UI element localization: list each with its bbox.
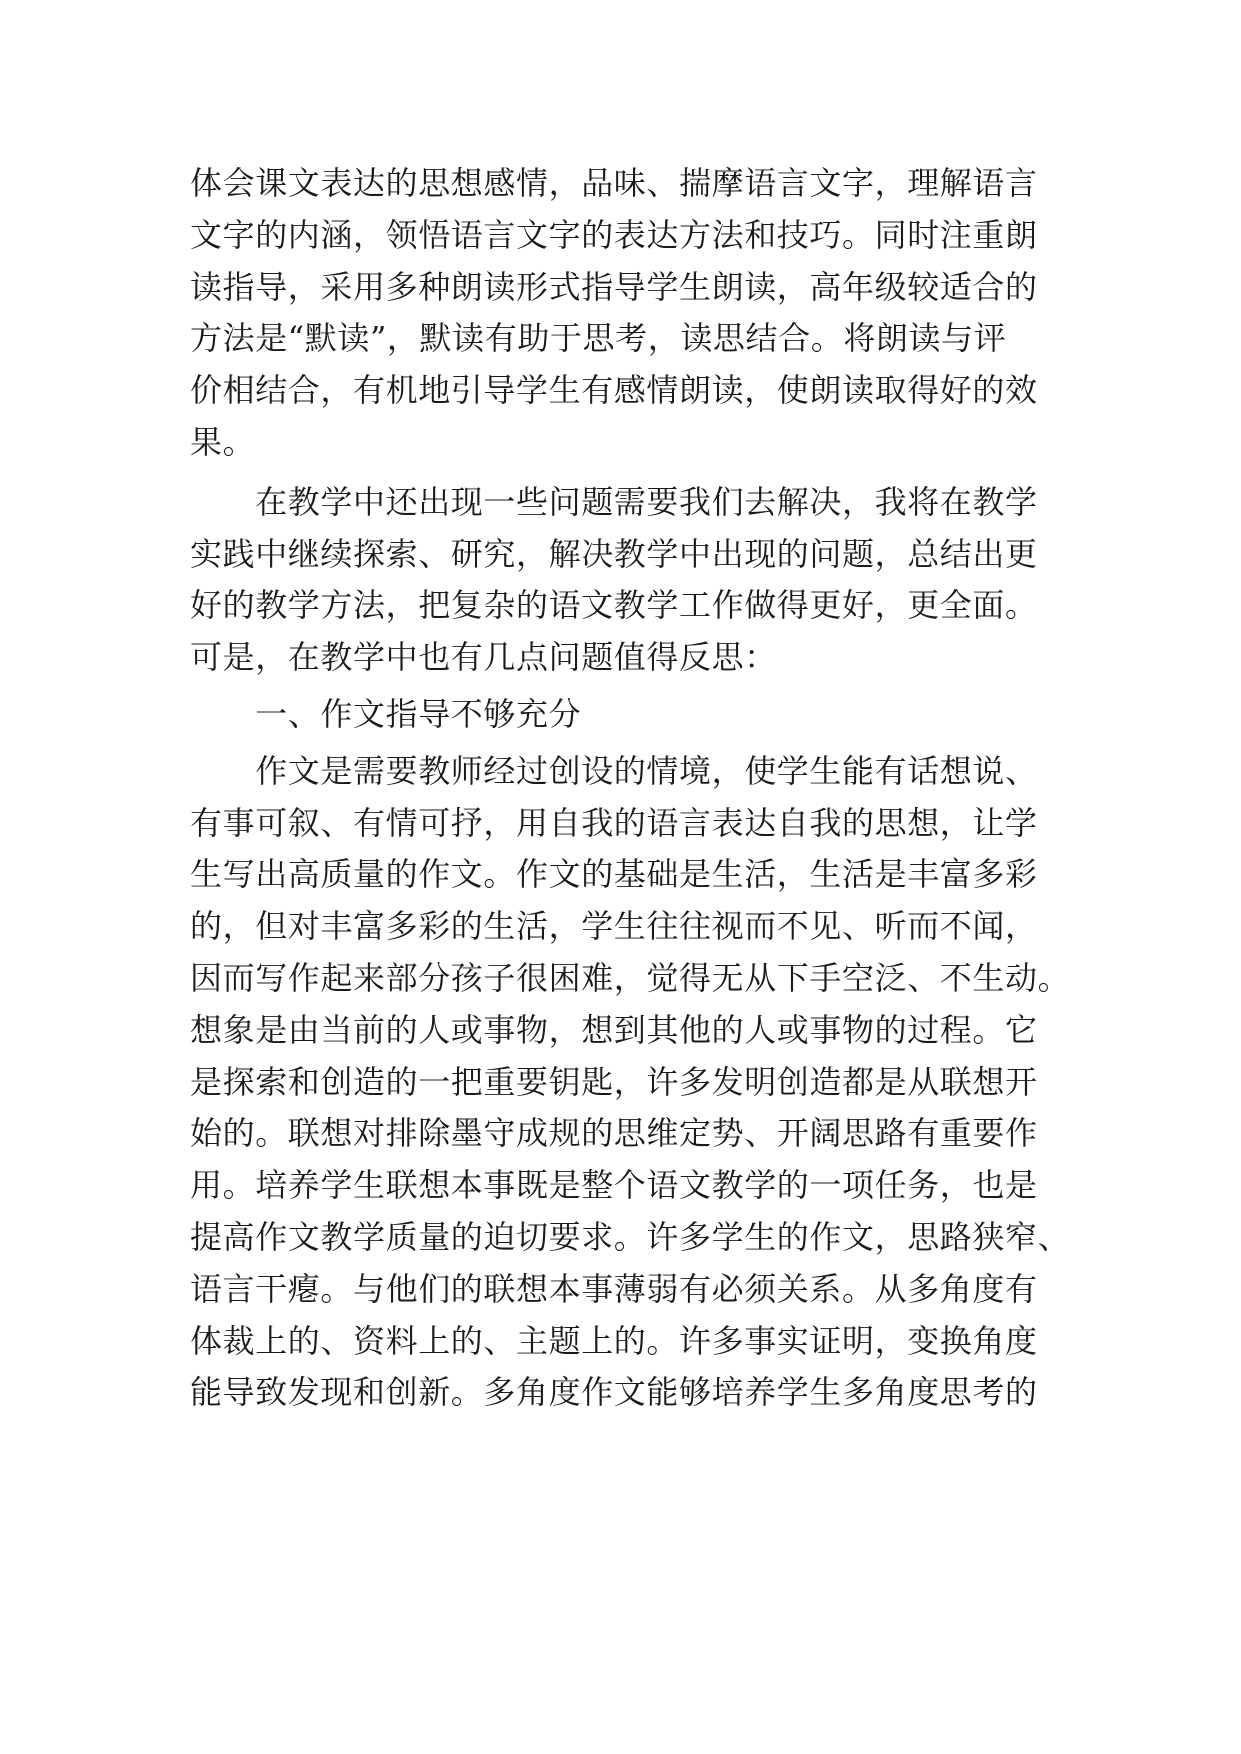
text-line: 因而写作起来部分孩子很困难，觉得无从下手空泛、不生动。 bbox=[190, 958, 1071, 997]
paragraph-gap bbox=[190, 469, 1060, 477]
text-line: 价相结合，有机地引导学生有感情朗读，使朗读取得好的效 bbox=[190, 371, 1038, 410]
text-line: 文字的内涵，领悟语言文字的表达方法和技巧。同时注重朗 bbox=[190, 215, 1038, 254]
text-line: 好的教学方法，把复杂的语文教学工作做得更好，更全面。 bbox=[190, 586, 1038, 625]
text-line: 果。 bbox=[190, 422, 256, 461]
text-line: 在教学中还出现一些问题需要我们去解决，我将在教学 bbox=[190, 482, 1038, 521]
section-heading: 一、作文指导不够充分 bbox=[190, 694, 582, 733]
text-line: 方法是“默读”，默读有助于思考，读思结合。将朗读与评 bbox=[190, 319, 1007, 358]
text-line: 体会课文表达的思想感情，品味、揣摩语言文字，理解语言 bbox=[190, 164, 1038, 202]
text-line: 可是，在教学中也有几点问题值得反思： bbox=[190, 638, 777, 677]
text-line: 作文是需要教师经过创设的情境，使学生能有话想说、 bbox=[190, 751, 1038, 790]
text-line: 始的。联想对排除墨守成规的思维定势、开阔思路有重要作 bbox=[190, 1114, 1038, 1153]
text-line: 体裁上的、资料上的、主题上的。许多事实证明，变换角度 bbox=[190, 1321, 1038, 1360]
text-line: 的，但对丰富多彩的生活，学生往往视而不见、听而不闻， bbox=[190, 907, 1038, 946]
document-body bbox=[190, 158, 1071, 1419]
text-line: 语言干瘪。与他们的联想本事薄弱有必须关系。从多角度有 bbox=[190, 1269, 1038, 1308]
text-line: 能导致发现和创新。多角度作文能够培养学生多角度思考的 bbox=[190, 1373, 1038, 1412]
text-line: 想象是由当前的人或事物，想到其他的人或事物的过程。它 bbox=[190, 1010, 1038, 1049]
text-line: 生写出高质量的作文。作文的基础是生活，生活是丰富多彩 bbox=[190, 855, 1038, 894]
text-line: 实践中继续探索、研究，解决教学中出现的问题，总结出更 bbox=[190, 534, 1038, 573]
text-line: 是探索和创造的一把重要钥匙，许多发明创造都是从联想开 bbox=[190, 1062, 1038, 1101]
text-line: 有事可叙、有情可抒，用自我的语言表达自我的思想，让学 bbox=[190, 803, 1038, 842]
text-line: 提高作文教学质量的迫切要求。许多学生的作文，思路狭窄、 bbox=[190, 1217, 1071, 1256]
text-line: 用。培养学生联想本事既是整个语文教学的一项任务，也是 bbox=[190, 1166, 1038, 1205]
text-line: 读指导，采用多种朗读形式指导学生朗读，高年级较适合的 bbox=[190, 267, 1038, 306]
